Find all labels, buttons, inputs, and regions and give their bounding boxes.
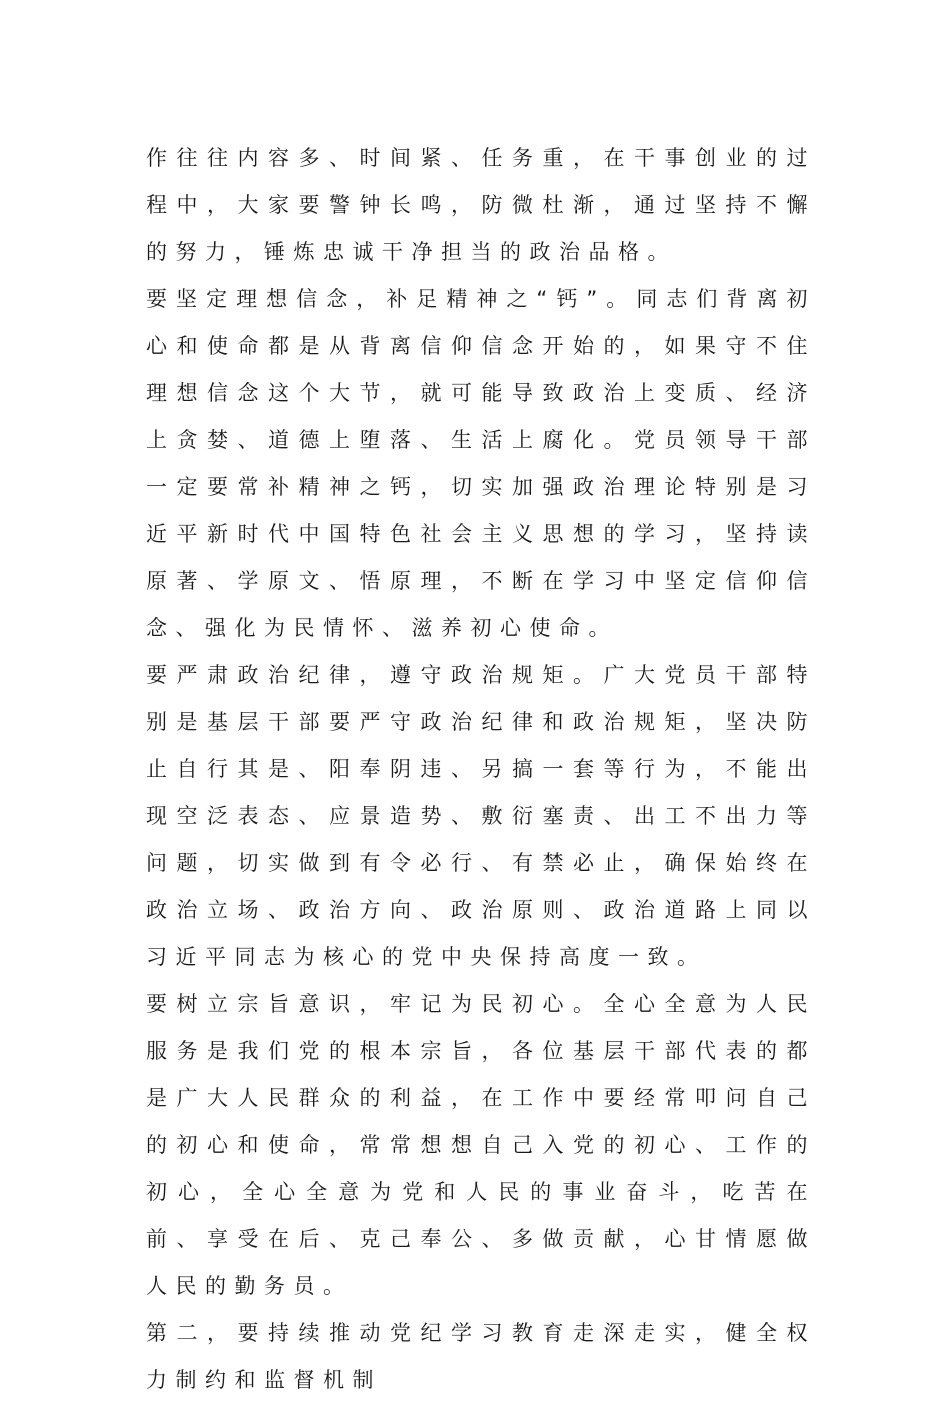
document-page: [146, 135, 816, 1404]
paragraph-purpose-awareness: 要树立宗旨意识，牢记为民初心。全心全意为人民服务是我们党的根本宗旨，各位基层干部代表的都是广大人民群众的利益，在工作中要经常叩问自己的初心和使命，常常想想自己入党的初心、工作的初心，全心全意为党和人民的事业奋斗，吃苦在前、享受在后、克己奉公、多做贡献，心甘情愿做人民的勤务员。: [146, 992, 816, 1298]
paragraph-continuation: 作往往内容多、时间紧、任务重，在干事创业的过程中，大家要警钟长鸣，防微杜渐，通过坚持不懈的努力，锤炼忠诚干净担当的政治品格。: [146, 146, 816, 264]
section-heading-second: 第二，要持续推动党纪学习教育走深走实，健全权力制约和监督机制: [146, 1321, 816, 1392]
paragraph-ideals-beliefs: 要坚定理想信念，补足精神之“钙”。同志们背离初心和使命都是从背离信仰信念开始的，如果守不住理想信念这个大节，就可能导致政治上变质、经济上贪婪、道德上堕落、生活上腐化。党员领导干部一定要常补精神之钙，切实加强政治理论特别是习近平新时代中国特色社会主义思想的学习，坚持读原著、学原文、悟原理，不断在学习中坚定信仰信念、强化为民情怀、滋养初心使命。: [146, 287, 816, 640]
paragraph-political-discipline: 要严肃政治纪律，遵守政治规矩。广大党员干部特别是基层干部要严守政治纪律和政治规矩，坚决防止自行其是、阳奉阴违、另搞一套等行为，不能出现空泛表态、应景造势、敷衍塞责、出工不出力等问题，切实做到有令必行、有禁必止，确保始终在政治立场、政治方向、政治原则、政治道路上同以习近平同志为核心的党中央保持高度一致。: [146, 663, 816, 969]
